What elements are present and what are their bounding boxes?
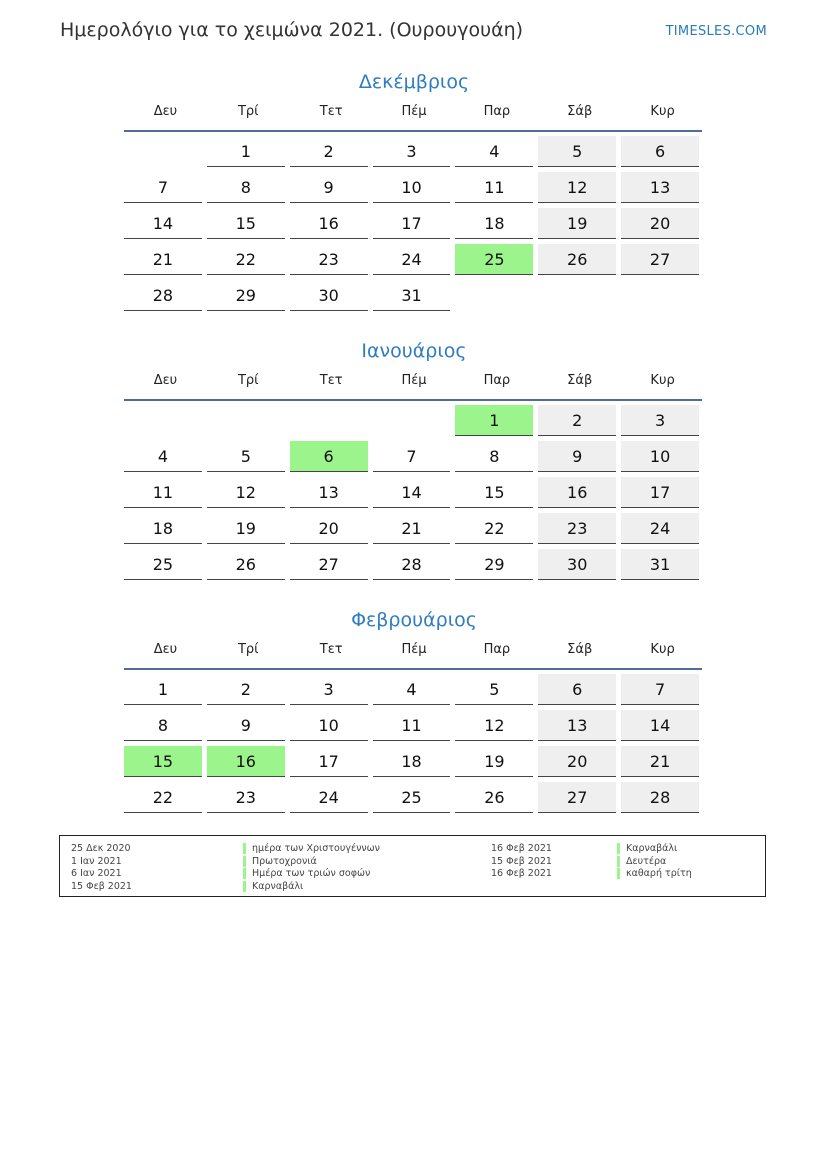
day-cell[interactable]: 21 — [124, 244, 202, 275]
day-cell[interactable]: 23 — [207, 782, 285, 813]
header-rule — [124, 399, 702, 401]
legend-row — [71, 843, 132, 856]
day-cell[interactable]: 18 — [373, 746, 451, 777]
day-cell[interactable]: 9 — [290, 172, 368, 203]
day-cell[interactable]: 8 — [207, 172, 285, 203]
weekday-label: Πέμ — [401, 373, 427, 388]
header-rule — [124, 668, 702, 670]
weekday-label: Παρ — [483, 642, 511, 657]
day-cell[interactable]: 28 — [373, 549, 451, 580]
weekday-label: Παρ — [483, 373, 511, 388]
day-cell[interactable]: 7 — [373, 441, 451, 472]
weekday-label: Κυρ — [650, 642, 675, 657]
weekday-label: Τετ — [319, 373, 343, 388]
holiday-day-cell[interactable]: 25 — [455, 244, 533, 275]
day-cell[interactable]: 17 — [373, 208, 451, 239]
legend-row — [71, 856, 132, 869]
week-row — [124, 136, 704, 168]
day-cell[interactable]: 28 — [621, 782, 699, 813]
day-cell[interactable]: 23 — [290, 244, 368, 275]
weekday-label: Κυρ — [650, 373, 675, 388]
day-cell[interactable]: 4 — [373, 674, 451, 705]
weekday-header — [124, 373, 704, 393]
weekday-label: Τετ — [319, 104, 343, 119]
day-cell[interactable]: 4 — [455, 136, 533, 167]
day-cell[interactable]: 12 — [538, 172, 616, 203]
empty-cell — [621, 280, 699, 311]
day-cell[interactable]: 25 — [373, 782, 451, 813]
week-row — [124, 513, 704, 545]
day-cell[interactable]: 18 — [124, 513, 202, 544]
weekday-label: Κυρ — [650, 104, 675, 119]
legend-row — [71, 881, 132, 894]
month-title: Ιανουάριος — [361, 340, 467, 362]
day-cell[interactable]: 6 — [538, 674, 616, 705]
legend-right-names — [617, 843, 692, 881]
month-december — [124, 68, 704, 316]
day-cell[interactable]: 7 — [621, 674, 699, 705]
day-cell[interactable]: 3 — [290, 674, 368, 705]
empty-cell — [207, 405, 285, 436]
day-cell[interactable]: 22 — [455, 513, 533, 544]
empty-cell — [290, 405, 368, 436]
day-cell[interactable]: 5 — [455, 674, 533, 705]
weekday-label: Τρί — [237, 642, 259, 657]
day-cell[interactable]: 16 — [538, 477, 616, 508]
day-cell[interactable]: 19 — [207, 513, 285, 544]
legend-holiday-name: ημέρα των Χριστουγέννων — [243, 843, 380, 854]
legend-holiday-date: 1 Ιαν 2021 — [71, 855, 122, 867]
week-row — [124, 746, 704, 778]
day-cell[interactable]: 10 — [621, 441, 699, 472]
holiday-legend — [59, 835, 766, 897]
day-cell[interactable]: 26 — [207, 549, 285, 580]
day-cell[interactable]: 6 — [621, 136, 699, 167]
day-cell[interactable]: 25 — [124, 549, 202, 580]
weekday-header — [124, 104, 704, 124]
day-cell[interactable]: 11 — [124, 477, 202, 508]
day-cell[interactable]: 24 — [373, 244, 451, 275]
week-row — [124, 549, 704, 581]
day-cell[interactable]: 8 — [124, 710, 202, 741]
weekday-label: Τρί — [237, 104, 259, 119]
month-title: Φεβρουάριος — [351, 609, 477, 631]
legend-row — [491, 843, 552, 856]
weekday-label: Σάβ — [567, 373, 593, 388]
day-cell[interactable]: 10 — [373, 172, 451, 203]
legend-row — [491, 868, 552, 881]
weekday-label: Σάβ — [567, 642, 593, 657]
legend-row — [243, 881, 380, 894]
day-cell[interactable]: 2 — [290, 136, 368, 167]
holiday-day-cell[interactable]: 1 — [455, 405, 533, 436]
week-row — [124, 441, 704, 473]
week-row — [124, 674, 704, 706]
day-cell[interactable]: 28 — [124, 280, 202, 311]
day-cell[interactable]: 27 — [621, 244, 699, 275]
day-cell[interactable]: 7 — [124, 172, 202, 203]
week-row — [124, 244, 704, 276]
day-cell[interactable]: 3 — [621, 405, 699, 436]
day-cell[interactable]: 31 — [621, 549, 699, 580]
day-cell[interactable]: 29 — [207, 280, 285, 311]
day-grid — [124, 136, 704, 312]
weekday-label: Πέμ — [401, 104, 427, 119]
weekday-label: Τρί — [237, 373, 259, 388]
day-cell[interactable]: 11 — [455, 172, 533, 203]
month-january — [124, 337, 704, 585]
day-cell[interactable]: 30 — [538, 549, 616, 580]
day-grid — [124, 674, 704, 814]
day-cell[interactable]: 15 — [455, 477, 533, 508]
day-cell[interactable]: 15 — [207, 208, 285, 239]
legend-holiday-date: 15 Φεβ 2021 — [71, 880, 132, 892]
day-cell[interactable]: 14 — [621, 710, 699, 741]
day-cell[interactable]: 8 — [455, 441, 533, 472]
day-cell[interactable]: 1 — [124, 674, 202, 705]
day-cell[interactable]: 12 — [207, 477, 285, 508]
day-cell[interactable]: 22 — [124, 782, 202, 813]
legend-row — [243, 868, 380, 881]
holiday-day-cell[interactable]: 15 — [124, 746, 202, 777]
day-cell[interactable]: 29 — [455, 549, 533, 580]
day-cell[interactable]: 27 — [290, 549, 368, 580]
day-cell[interactable]: 14 — [124, 208, 202, 239]
legend-holiday-date: 16 Φεβ 2021 — [491, 843, 552, 854]
day-cell[interactable]: 21 — [373, 513, 451, 544]
day-cell[interactable]: 26 — [538, 244, 616, 275]
day-cell[interactable]: 20 — [538, 746, 616, 777]
empty-cell — [455, 280, 533, 311]
weekday-label: Τετ — [319, 642, 343, 657]
day-cell[interactable]: 9 — [538, 441, 616, 472]
legend-right-dates — [491, 843, 552, 881]
day-cell[interactable]: 23 — [538, 513, 616, 544]
day-cell[interactable]: 16 — [290, 208, 368, 239]
week-row — [124, 172, 704, 204]
day-cell[interactable]: 22 — [207, 244, 285, 275]
day-cell[interactable]: 4 — [124, 441, 202, 472]
legend-holiday-name: Καρναβάλι — [617, 843, 677, 854]
empty-cell — [538, 280, 616, 311]
day-cell[interactable]: 11 — [373, 710, 451, 741]
day-cell[interactable]: 5 — [207, 441, 285, 472]
holiday-day-cell[interactable]: 6 — [290, 441, 368, 472]
day-cell[interactable]: 24 — [290, 782, 368, 813]
weekday-label: Δευ — [153, 373, 178, 388]
legend-left-names — [243, 843, 380, 893]
legend-row — [617, 868, 692, 881]
legend-holiday-date: 15 Φεβ 2021 — [491, 855, 552, 867]
legend-row — [243, 843, 380, 856]
week-row — [124, 782, 704, 814]
holiday-day-cell[interactable]: 16 — [207, 746, 285, 777]
legend-holiday-date: 25 Δεκ 2020 — [71, 843, 131, 854]
month-title: Δεκέμβριος — [358, 71, 470, 93]
legend-left-dates — [71, 843, 132, 893]
weekday-label: Πέμ — [401, 642, 427, 657]
legend-row — [491, 856, 552, 869]
day-cell[interactable]: 13 — [538, 710, 616, 741]
legend-holiday-name: καθαρή τρίτη — [617, 868, 692, 879]
day-cell[interactable]: 26 — [455, 782, 533, 813]
header-rule — [124, 130, 702, 132]
weekday-header — [124, 642, 704, 662]
legend-holiday-date: 16 Φεβ 2021 — [491, 868, 552, 879]
day-cell[interactable]: 31 — [373, 280, 451, 311]
day-cell[interactable]: 18 — [455, 208, 533, 239]
week-row — [124, 477, 704, 509]
day-cell[interactable]: 17 — [621, 477, 699, 508]
empty-cell — [124, 405, 202, 436]
weekday-label: Δευ — [153, 104, 178, 119]
legend-holiday-date: 6 Ιαν 2021 — [71, 868, 122, 879]
day-cell[interactable]: 10 — [290, 710, 368, 741]
weekday-label: Δευ — [153, 642, 178, 657]
legend-holiday-name: Ημέρα των τριών σοφών — [243, 868, 370, 879]
day-cell[interactable]: 27 — [538, 782, 616, 813]
legend-row — [617, 843, 692, 856]
day-cell[interactable]: 2 — [207, 674, 285, 705]
day-cell[interactable]: 14 — [373, 477, 451, 508]
brand-logo[interactable]: TIMESLES.COM — [665, 24, 767, 39]
legend-row — [71, 868, 132, 881]
weekday-label: Παρ — [483, 104, 511, 119]
empty-cell — [373, 405, 451, 436]
legend-holiday-name: Δευτέρα — [617, 856, 666, 867]
week-row — [124, 405, 704, 437]
legend-row — [243, 856, 380, 869]
legend-holiday-name: Πρωτοχρονιά — [243, 856, 317, 867]
day-cell[interactable]: 19 — [538, 208, 616, 239]
day-cell[interactable]: 13 — [621, 172, 699, 203]
day-grid — [124, 405, 704, 581]
day-cell[interactable]: 3 — [373, 136, 451, 167]
empty-cell — [124, 136, 202, 167]
legend-row — [617, 856, 692, 869]
day-cell[interactable]: 30 — [290, 280, 368, 311]
legend-holiday-name: Καρναβάλι — [243, 881, 303, 892]
month-february — [124, 606, 704, 818]
day-cell[interactable]: 20 — [290, 513, 368, 544]
day-cell[interactable]: 20 — [621, 208, 699, 239]
day-cell[interactable]: 1 — [207, 136, 285, 167]
day-cell[interactable]: 12 — [455, 710, 533, 741]
day-cell[interactable]: 9 — [207, 710, 285, 741]
week-row — [124, 208, 704, 240]
day-cell[interactable]: 21 — [621, 746, 699, 777]
day-cell[interactable]: 24 — [621, 513, 699, 544]
week-row — [124, 710, 704, 742]
weekday-label: Σάβ — [567, 104, 593, 119]
week-row — [124, 280, 704, 312]
day-cell[interactable]: 2 — [538, 405, 616, 436]
page-title: Ημερολόγιο για το χειμώνα 2021. (Ουρουγουάη) — [60, 19, 524, 41]
day-cell[interactable]: 17 — [290, 746, 368, 777]
day-cell[interactable]: 19 — [455, 746, 533, 777]
day-cell[interactable]: 5 — [538, 136, 616, 167]
day-cell[interactable]: 13 — [290, 477, 368, 508]
